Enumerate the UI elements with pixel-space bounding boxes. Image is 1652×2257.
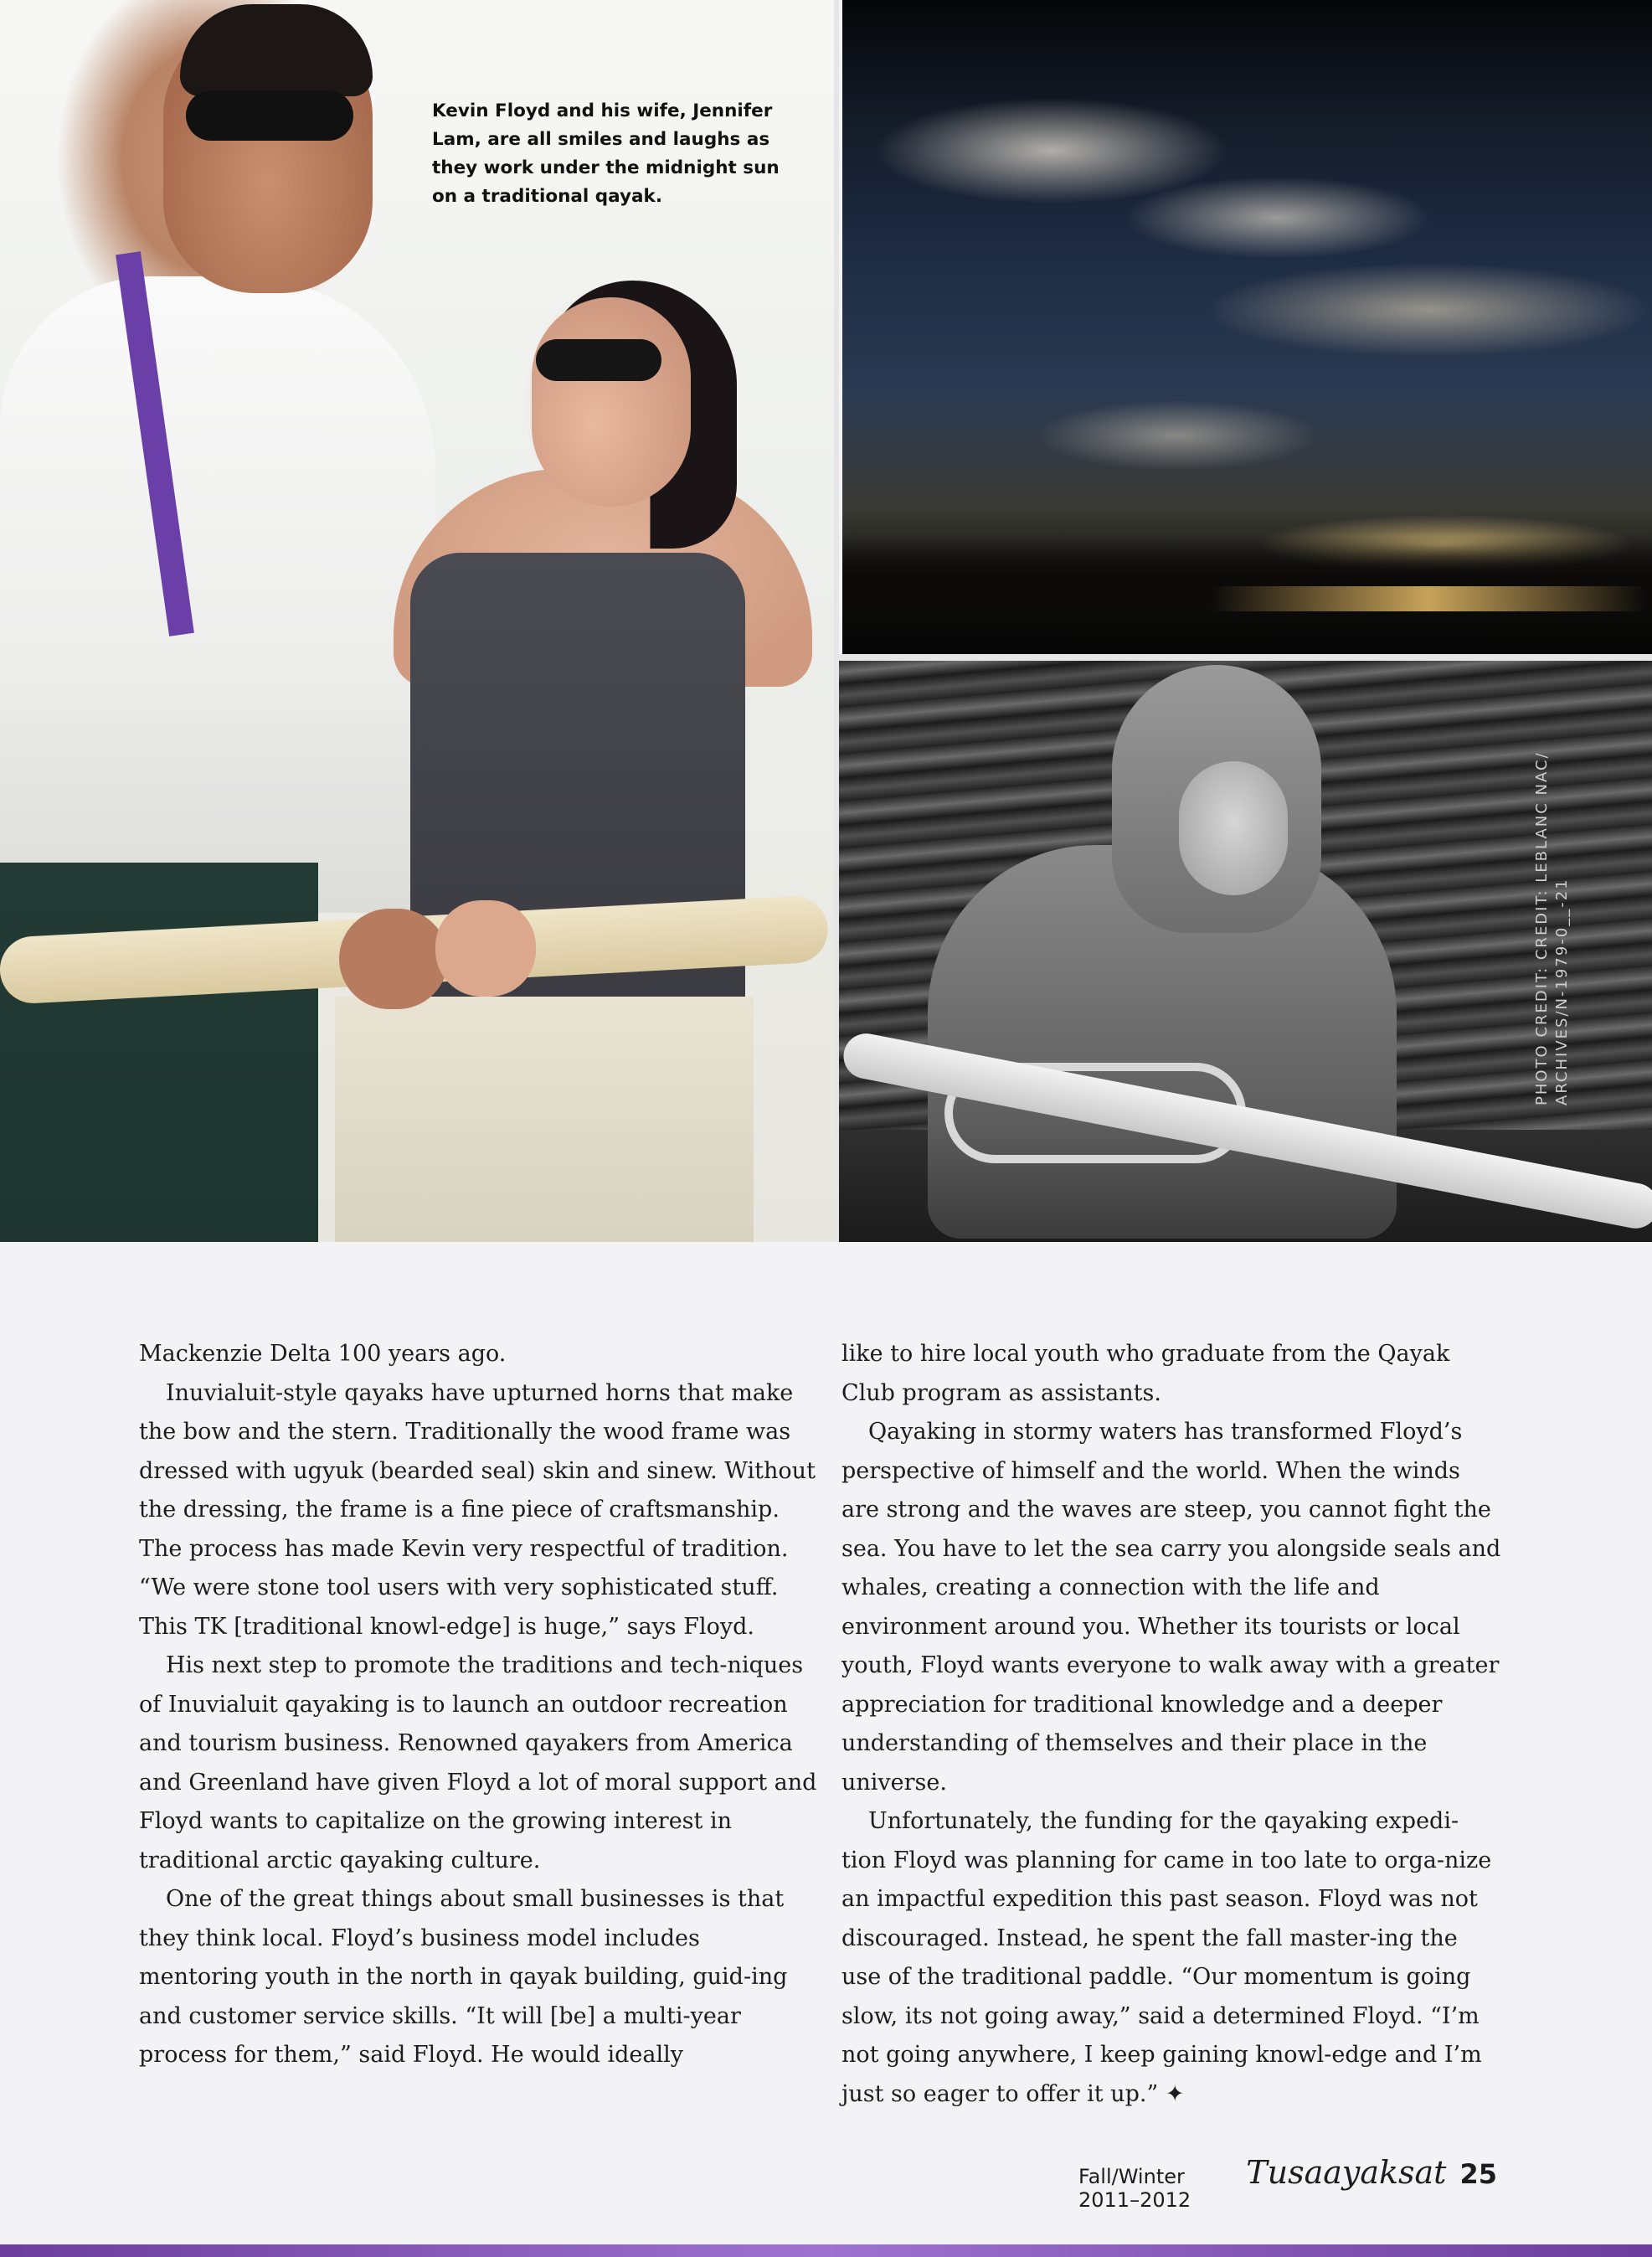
article-paragraph: Unfortunately, the funding for the qayaking expedi-tion Floyd was planning for came in too late to orga-nize an impactful expedition this past season. Floyd was not discouraged. Instead, he spent the fall master-ing the use of the traditional paddle. “Our momentum is going slow, its not going away,” said a determined Floyd. “I’m not going anywhere, I keep gaining knowl-edge and I’m just so eager to offer it up.” ✦ (841, 1808, 1492, 2107)
article-paragraph: Inuvialuit-style qayaks have upturned horns that make the bow and the stern. Traditionally the wood frame was dressed with ugyuk (bearded seal) skin and sinew. Without the dressing, the frame is a fine piece of craftsmanship. The process has made Kevin very respectful of tradition. “We were stone tool users with very sophisticated stuff. This TK [traditional knowl-edge] is huge,” says Floyd. (139, 1379, 816, 1640)
article-paragraph: His next step to promote the traditions and tech-niques of Inuvialuit qayaking is to launch an outdoor recreation and tourism business. Renowned qayakers from America and Greenland have given Floyd a lot of moral support and Floyd wants to capitalize on the growing interest in traditional arctic qayaking culture. (139, 1652, 817, 1873)
photo-couple-with-paddle (0, 0, 834, 1242)
article-paragraph: Qayaking in stormy waters has transformed Floyd’s perspective of himself and the world. When the winds are strong and the waves are steep, you cannot fight the sea. You have to let the sea carry you alongside seals and whales, creating a connection with the life and environment around you. Whether its tourists or local youth, Floyd wants everyone to walk away with a greater appreciation for traditional knowledge and a deeper understanding of themselves and their place in the universe. (841, 1419, 1501, 1796)
photo-gutter (834, 0, 839, 1242)
page-number: 25 (1459, 2158, 1497, 2190)
photo-gutter (839, 654, 1652, 661)
article-column-right (841, 1335, 1503, 2114)
article-column-left (139, 1335, 821, 2075)
photo-historic-kayaker (836, 661, 1652, 1242)
page-folio (1078, 2154, 1497, 2212)
issue-date: Fall/Winter 2011–2012 (1078, 2165, 1191, 2212)
magazine-title: Tusaayaksat (1246, 2154, 1447, 2191)
article-paragraph: Mackenzie Delta 100 years ago. (139, 1341, 507, 1367)
article-paragraph: One of the great things about small businesses is that they think local. Floyd’s business model includes mentoring youth in the north in qayak building, guid-ing and customer service skills. “It will [be] a multi-year process for them,” said Floyd. He would ideally (139, 1886, 788, 2068)
photo-credit: PHOTO CREDIT: CREDIT: LEBLANC NAC/ ARCHIVES/N-1979-0__-21 (1533, 751, 1571, 1105)
page-edge-accent (0, 2244, 1652, 2257)
photo-midnight-sun-sky (842, 0, 1652, 654)
photo-caption: Kevin Floyd and his wife, Jennifer Lam, are all smiles and laughs as they work under the midnight sun on a traditional qayak. (432, 100, 780, 207)
article-paragraph: like to hire local youth who graduate from the Qayak Club program as assistants. (841, 1341, 1450, 1406)
